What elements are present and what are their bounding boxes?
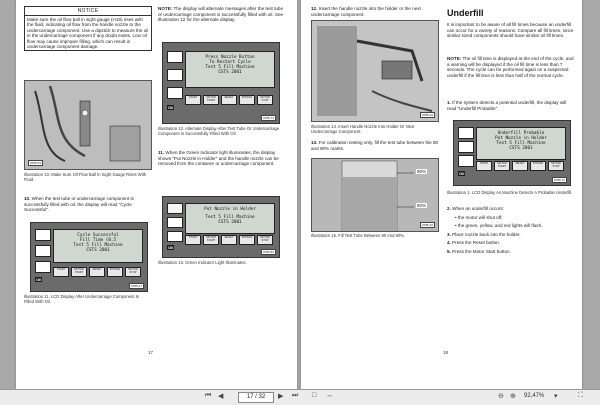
panel-indicator-yellow [458,141,474,153]
illustration-15-tag: 0785-40 [421,223,433,227]
underfill-step-1-text: If the system detects a potential underfill, the display will read "Underfill Probable". [447,100,567,111]
panel-button-motor-stop: MOTOR STOP [257,235,273,245]
right-page [301,0,582,389]
mark-80-label: 80% [417,203,427,208]
notice-heading: NOTICE [25,7,151,16]
viewer-toolbar [0,389,600,405]
panel-indicator-green [35,229,51,241]
lcd-line-2: Put Nozzle in Holder [495,136,547,141]
panel-button-reset: RESET [512,161,528,171]
panel-indicator-green [458,127,474,139]
illustration-13-lcd [185,203,275,234]
notice-box [24,6,152,51]
underfill-step-2-number: 2. [447,206,451,211]
panel-indicator-green [167,203,183,214]
panel-logo: Oil [36,277,42,282]
fit-page-icon[interactable]: □ [312,392,317,399]
underfill-step-4 [447,240,575,246]
lcd-line-3: Test 5 Fill Machine [205,215,255,220]
underfill-step-1-number: 1. [447,100,451,105]
lcd-line-3: Test 5 Fill Machine [496,141,546,146]
left-page [16,0,297,389]
underfill-step-2 [447,206,575,212]
illustration-11-tag: 0785-47 [130,284,142,288]
illustration-10-photo [24,80,152,170]
step-12-text: Insert the handle nozzle into the holder or the next undercarriage component. [311,6,421,17]
panel-button-motor-stop: MOTOR STOP [548,161,564,171]
panel-indicator-yellow [35,245,51,257]
step-13-number: 13. [311,140,318,145]
step-10-text: When the test tube or undercarriage component is successfully filled with oil, the display will read "Cycle Successful". [24,196,134,213]
panel-indicator-red [35,261,51,273]
panel-button-start: START [185,95,201,105]
mark-90-label: 90% [417,169,427,174]
panel-button-start: START [53,267,69,277]
panel-button-reset: RESET [89,267,105,277]
illustration-12-panel [162,42,280,124]
panel-logo: Oil [168,105,174,110]
underfill-note [447,56,575,78]
step-13 [311,140,439,151]
fullscreen-icon[interactable]: ⛶ [578,392,583,399]
note-label: NOTE: [158,6,173,11]
illustration-13-panel [162,196,280,258]
underfill-note-label: NOTE: [447,56,462,61]
lcd-line-2: To Restart Cycle [209,60,251,65]
illustration-10-caption: Illustration 10. Make Sure Oil Flow Ball In Sight Gauge Rises With Fluid. [24,172,147,182]
illustration-14-caption: Illustration 14. Insert Handle Nozzle Into Holder Or Next Undercarriage Component. [311,124,415,134]
panel-indicator-yellow [167,217,183,228]
step-10-number: 10. [24,196,31,201]
underfill-panel [453,120,571,186]
lcd-line-4: CSTS 2001 [86,248,110,253]
notice-body: Make sure the oil flow ball in sight gauge (H19) rises with the fluid, indicating oil flow from the handle nozzle to the undercarriage component. Use a dipstick to measure the oil in the undercarriage component if any doubt exists. Low oil flow may cause improper filling, which can result in undercarriage component damage. [27,17,149,50]
note-alternate-display [158,6,288,23]
underfill-step-1 [447,100,575,111]
illustration-12-caption: Illustration 12. Alternate Display After Test Tube Or Undercarriage Component Is Successfully Filled With Oil. [158,126,280,136]
underfill-step-5-number: 5. [447,248,451,254]
underfill-step-3-text: Place nozzle back into the holder. [452,231,521,237]
illustration-13-tag: 0785-63 [262,250,274,254]
page-number-left: 17 [148,350,154,355]
zoom-dropdown-icon[interactable]: ▾ [554,393,558,400]
panel-button-bypass: BYPASS [530,161,546,171]
panel-button-reset: RESET [221,235,237,245]
zoom-level: 92,47% [524,393,545,399]
panel-button-bypass: BYPASS [239,95,255,105]
panel-button-motor-start: MOTOR START [203,95,219,105]
underfill-heading: Underfill [447,8,484,18]
illustration-12-lcd [185,51,275,88]
illustration-13-caption: Illustration 13. Green Indicator Light Illuminates. [158,260,247,265]
panel-button-motor-stop: MOTOR STOP [125,267,141,277]
next-page-icon[interactable]: ▶ [278,393,284,400]
panel-button-motor-stop: MOTOR STOP [257,95,273,105]
panel-indicator-green [167,51,183,63]
lcd-line-1: Put Nozzle in Holder [204,207,256,212]
last-page-icon[interactable]: ⏭ [292,392,299,399]
panel-button-motor-start: MOTOR START [203,235,219,245]
underfill-steps [447,206,575,258]
lcd-line-3: Test 5 Fill Machine [73,243,123,248]
step-11-number: 11. [158,150,165,155]
underfill-step-4-text: Press the Reset button. [452,240,501,246]
page-number-field[interactable]: 17 / 32 [238,392,274,403]
lcd-line-1: Cycle Successful [77,233,119,238]
step-12 [311,6,439,17]
illustration-11-lcd [53,229,143,263]
panel-button-reset: RESET [221,95,237,105]
underfill-step-3 [447,232,575,238]
step-10 [24,196,150,213]
previous-page-icon[interactable]: ◀ [218,393,224,400]
underfill-step-5 [447,249,575,255]
step-11 [158,150,288,167]
panel-button-motor-start: MOTOR START [71,267,87,277]
page-number-right: 18 [443,350,449,355]
illustration-14-photo [311,20,439,122]
step-13-text: For calibration testing only, fill the test tube between the 80 and 90% marks. [311,140,439,151]
underfill-step-2-text: When an underfill occurs: [452,206,504,211]
note-text: The display will alternate messages after the test tube or undercarriage component is successfully filled with oil. See Illustration 12 for the alternate display. [158,6,284,23]
underfill-lcd [476,127,566,160]
zoom-out-icon[interactable]: ⊖ [498,393,504,400]
lcd-line-4: CSTS 2001 [218,220,242,225]
lcd-line-3: Test 5 Fill Machine [205,65,255,70]
illustration-11-caption: Illustration 11. LCD Display After Undercarriage Component Is Filled With Oil. [24,294,139,304]
panel-button-start: START [185,235,201,245]
panel-indicator-red [167,231,183,242]
bullet-dot: • [455,223,458,229]
illustration-15-photo [311,158,439,232]
lcd-line-1: Underfill Probable [497,131,545,136]
underfill-bullet-2-text: the green, yellow, and red lights will flash. [457,223,543,229]
lcd-line-4: CSTS 2001 [218,70,242,75]
step-12-number: 12. [311,6,318,11]
lcd-line-1: Press Nozzle Button [205,55,255,60]
illustration-11-panel [30,222,148,292]
first-page-icon[interactable]: ⏮ [205,392,212,399]
panel-logo: Oil [168,245,174,250]
underfill-intro: It is important to be aware of all fill times because an underfill can occur for a variety of reasons. Compare all fill times, since similar sized components should have similar oil fill times. [447,22,574,39]
underfill-bullet-1 [447,215,575,221]
illustration-15-caption: Illustration 15. Fill Test Tube Between 80 And 90%. [311,233,406,238]
panel-button-bypass: BYPASS [107,267,123,277]
illustration-10-tag: 0785-53 [30,161,42,165]
underfill-tag: 0785-72 [553,178,565,182]
underfill-note-text: The oil fill time is displayed at the end of the cycle, and a warning will be displayed if the oil fill time is less than 7 seconds. The cycle can be performed again on a suspected underfill if the fill time is less than half of the normal cycle. [447,56,574,78]
hose-gauge-illustration [25,81,151,169]
illustration-14-tag: 0785-32 [421,113,433,117]
underfill-step-5-text: Press the Motor Start button. [452,248,511,254]
panel-logo: Oil [459,171,465,176]
underfill-step-4-number: 4. [447,240,451,246]
zoom-in-icon[interactable]: ⊕ [510,393,516,400]
underfill-bullet-2 [447,223,575,229]
illustration-12-tag: 0785-73 [262,116,274,120]
underfill-step-3-number: 3. [447,231,451,237]
fit-width-icon[interactable]: ↔ [326,392,333,399]
panel-button-motor-start: MOTOR START [494,161,510,171]
underfill-bullet-1-text: the motor will shut off; [457,214,503,220]
panel-button-bypass: BYPASS [239,235,255,245]
underfill-caption: Illustration 1. LCD Display As Machine Detects A Probable Underfill. [447,190,573,195]
panel-button-start: START [476,161,492,171]
bullet-dot: • [455,214,458,220]
panel-indicator-yellow [167,69,183,81]
lcd-line-4: CSTS 2001 [509,146,533,151]
nozzle-holder-illustration [312,21,438,121]
step-11-text: When the Green Indicator light illuminates, the display shows "Put Nozzle in Holder" and the handle nozzle can be removed from the container or undercarriage component. [158,150,279,167]
panel-indicator-red [167,87,183,99]
lcd-line-2: Fill Time (0.5 [79,238,117,243]
panel-indicator-red [458,155,474,167]
